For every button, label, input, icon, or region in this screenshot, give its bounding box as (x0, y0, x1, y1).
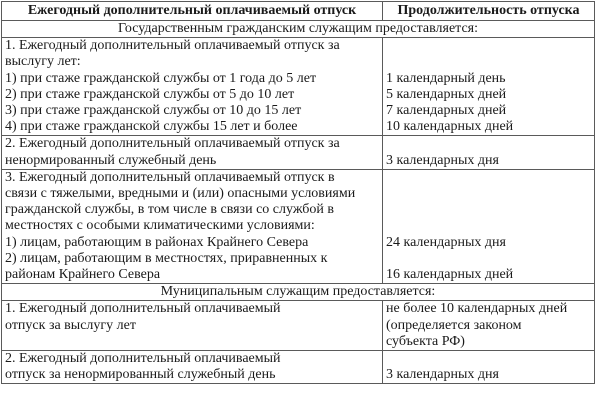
row2-duration (383, 136, 595, 169)
row5-duration-value: 3 календарных дня (386, 367, 499, 383)
header-duration: Продолжительность отпуска (383, 2, 595, 21)
row1-duration-value: 5 календарных дней (386, 86, 507, 102)
row3-leave-type (2, 169, 383, 283)
row2-text-line: ненормированный служебный день (5, 152, 217, 168)
table-row (2, 301, 595, 351)
row3-text-line: 1) лицам, работающим в районах Крайнего Севера (5, 234, 309, 250)
row5-text-line: отпуск за ненормированный служебный день (5, 367, 276, 383)
row4-duration-value: субъекта РФ) (386, 333, 465, 349)
section-row-municipal (2, 284, 595, 301)
row2-text-line: 2. Ежегодный дополнительный оплачиваемый отпуск за (5, 136, 340, 152)
row1-duration-value: 7 календарных дней (386, 102, 507, 118)
row1-duration-value: 10 календарных дней (386, 119, 514, 135)
row4-leave-type (2, 301, 383, 351)
row2-duration-value: 3 календарных дня (386, 152, 499, 168)
section-municipal-servants: Муниципальным служащим предоставляется: (2, 284, 595, 301)
table-row (2, 169, 595, 283)
row1-text-line: 1. Ежегодный дополнительный оплачиваемый отпуск за (5, 38, 340, 54)
leave-table (1, 1, 595, 384)
row1-leave-type (2, 38, 383, 136)
row3-text-line: 2) лицам, работающим в местностях, приравненных к (5, 250, 328, 266)
row3-text-line: местностях с особыми климатическими условиями: (5, 218, 315, 234)
row1-text-line: 4) при стаже гражданской службы 15 лет и более (5, 119, 298, 135)
section-civil-servants: Государственным гражданским служащим предоставляется: (2, 21, 595, 38)
section-row-civil (2, 21, 595, 38)
row5-leave-type (2, 351, 383, 384)
row1-duration-value: 1 календарный день (386, 70, 506, 86)
row4-duration-value: (определяется законом (386, 317, 522, 333)
row1-text-line: 2) при стаже гражданской службы от 5 до 10 лет (5, 86, 295, 102)
row5-duration (383, 351, 595, 384)
row4-duration-value: не более 10 календарных дней (386, 301, 568, 317)
row3-duration-value: 16 календарных дней (386, 266, 514, 282)
row4-text-line: 1. Ежегодный дополнительный оплачиваемый (5, 301, 281, 317)
table-header-row (2, 2, 595, 21)
row3-text-line: районам Крайнего Севера (5, 267, 161, 283)
row3-text-line: связи с тяжелыми, вредными и (или) опасными условиями (5, 186, 356, 202)
header-leave-type: Ежегодный дополнительный оплачиваемый отпуск (2, 2, 383, 21)
row3-duration (383, 169, 595, 283)
row4-text-line: отпуск за выслугу лет (5, 317, 136, 333)
table-row (2, 351, 595, 384)
row1-text-line: 3) при стаже гражданской службы от 10 до 15 лет (5, 103, 302, 119)
row4-duration (383, 301, 595, 351)
row3-text-line: гражданской службы, в том числе в связи со службой в (5, 202, 335, 218)
row5-text-line: 2. Ежегодный дополнительный оплачиваемый (5, 351, 281, 367)
row1-text-line: 1) при стаже гражданской службы от 1 года до 5 лет (5, 70, 317, 86)
table-row (2, 136, 595, 169)
row1-duration (383, 38, 595, 136)
row1-text-line: выслугу лет: (5, 54, 81, 70)
row3-duration-value: 24 календарных дня (386, 234, 506, 250)
row3-text-line: 3. Ежегодный дополнительный оплачиваемый отпуск в (5, 169, 335, 185)
table-row (2, 38, 595, 136)
row2-leave-type (2, 136, 383, 169)
